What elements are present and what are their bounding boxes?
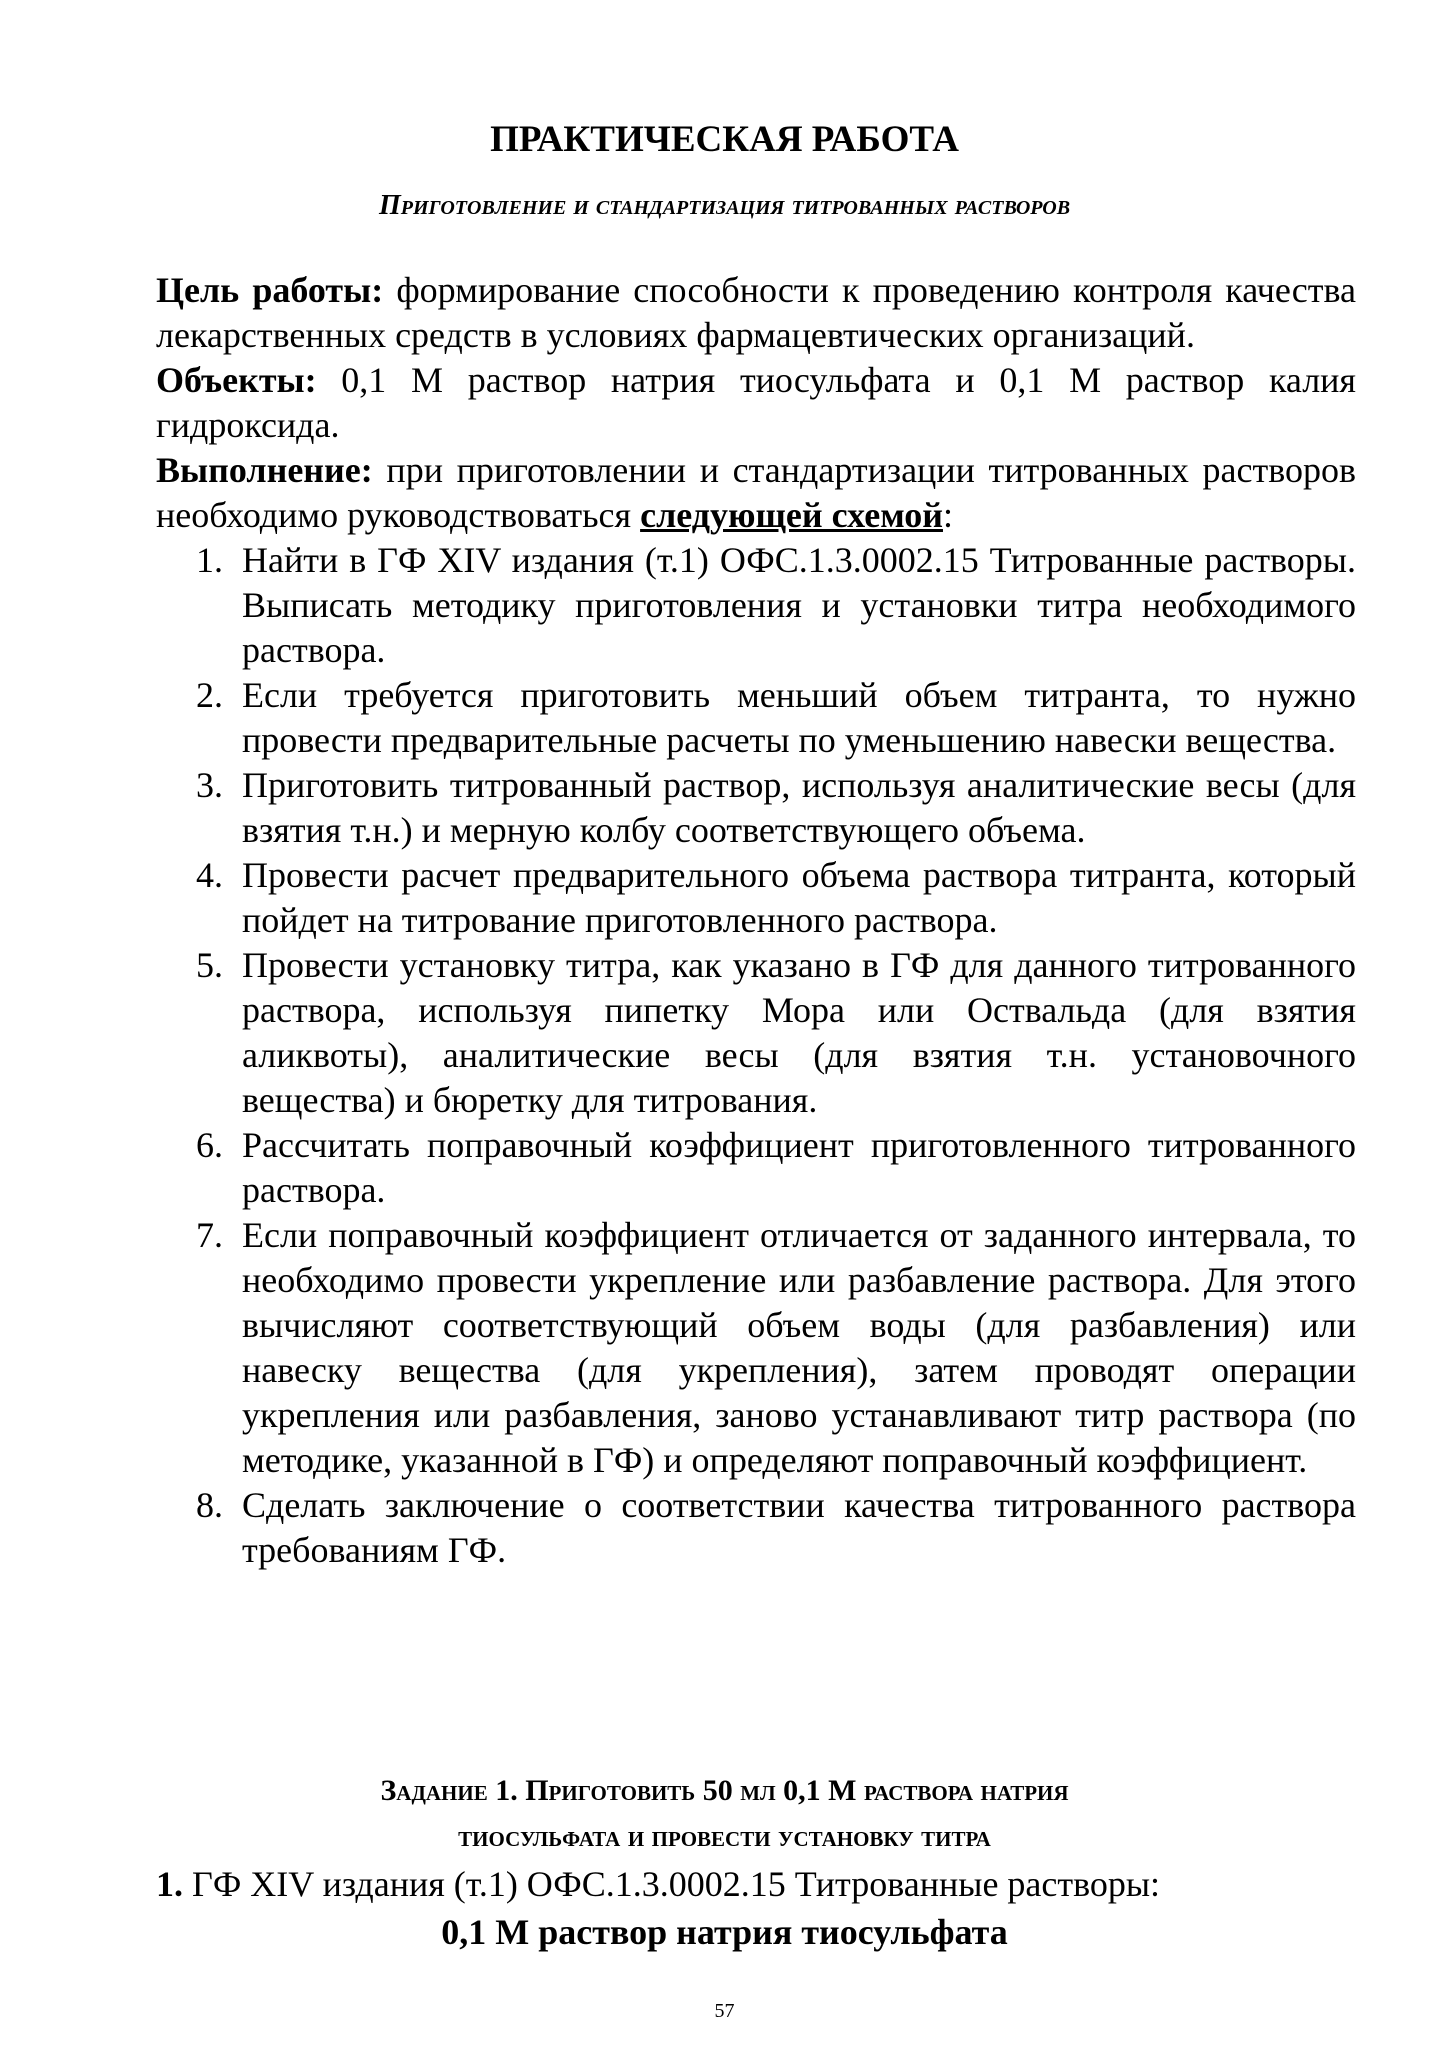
step-text: Сделать заключение о соответствии качества титрованного раствора требованиям ГФ. <box>242 1485 1356 1570</box>
step-text: Приготовить титрованный раствор, используя аналитические весы (для взятия т.н.) и мерную колбу соответствующего объема. <box>242 765 1356 850</box>
step-text: Провести расчет предварительного объема раствора титранта, который пойдет на титрование приготовленного раствора. <box>242 855 1356 940</box>
step-number: 3. <box>196 765 223 805</box>
list-item <box>196 1483 1356 1573</box>
step-text: Если требуется приготовить меньший объем титранта, то нужно провести предварительные расчеты по уменьшению навески вещества. <box>242 675 1356 760</box>
task-heading-line-2: тиосульфата и провести установку титра <box>458 1820 991 1853</box>
document-body <box>156 268 1356 1573</box>
execution-emphasis: следующей схемой <box>640 495 943 535</box>
task-item <box>156 1862 1160 1906</box>
list-item <box>196 853 1356 943</box>
page-title: ПРАКТИЧЕСКАЯ РАБОТА <box>490 119 959 160</box>
steps-list <box>156 538 1356 1573</box>
execution-paragraph <box>156 448 1356 538</box>
solution-title: 0,1 М раствор натрия тиосульфата <box>441 1912 1008 1952</box>
step-number: 4. <box>196 855 223 895</box>
task-item-text: ГФ XIV издания (т.1) ОФС.1.3.0002.15 Титрованные растворы: <box>183 1864 1161 1904</box>
execution-text: при приготовлении и стандартизации титрованных растворов необходимо руководствоваться <box>156 450 1356 535</box>
execution-end: : <box>942 495 953 535</box>
step-number: 2. <box>196 675 223 715</box>
step-number: 7. <box>196 1215 223 1255</box>
page-subtitle: Приготовление и стандартизация титрованных растворов <box>378 190 1071 221</box>
step-number: 5. <box>196 945 223 985</box>
step-text: Рассчитать поправочный коэффициент приготовленного титрованного раствора. <box>242 1125 1356 1210</box>
goal-text: формирование способности к проведению контроля качества лекарственных средств в условиях фармацевтических организаций. <box>156 270 1356 355</box>
objects-label: Объекты: <box>156 360 317 400</box>
step-number: 8. <box>196 1485 223 1525</box>
task-heading <box>0 1768 1449 1860</box>
task-item-number: 1. <box>156 1864 183 1904</box>
step-text: Провести установку титра, как указано в ГФ для данного титрованного раствора, используя пипетку Мора или Оствальда (для взятия аликвоты), аналитические весы (для взятия т.н. установочного вещества) и бюретку для титрования. <box>242 945 1356 1120</box>
list-item <box>196 1123 1356 1213</box>
list-item <box>196 763 1356 853</box>
page-number: 57 <box>714 2000 735 2022</box>
step-number: 6. <box>196 1125 223 1165</box>
task-heading-line-1: Задание 1. Приготовить 50 мл 0,1 М раствора натрия <box>380 1774 1069 1807</box>
list-item <box>196 943 1356 1123</box>
list-item <box>196 673 1356 763</box>
step-text: Найти в ГФ XIV издания (т.1) ОФС.1.3.0002.15 Титрованные растворы. Выписать методику приготовления и установки титра необходимого раствора. <box>242 540 1356 670</box>
execution-label: Выполнение: <box>156 450 373 490</box>
step-number: 1. <box>196 540 223 580</box>
objects-paragraph <box>156 358 1356 448</box>
list-item <box>196 1213 1356 1483</box>
objects-text: 0,1 М раствор натрия тиосульфата и 0,1 М раствор калия гидроксида. <box>156 360 1356 445</box>
list-item <box>196 538 1356 673</box>
step-text: Если поправочный коэффициент отличается от заданного интервала, то необходимо провести укрепление или разбавление раствора. Для этого вычисляют соответствующий объем воды (для разбавления) или навеску вещества (для укрепления), затем проводят операции укрепления или разбавления, заново устанавливают титр раствора (по методике, указанной в ГФ) и определяют поправочный коэффициент. <box>242 1215 1356 1480</box>
goal-paragraph <box>156 268 1356 358</box>
goal-label: Цель работы: <box>156 270 384 310</box>
